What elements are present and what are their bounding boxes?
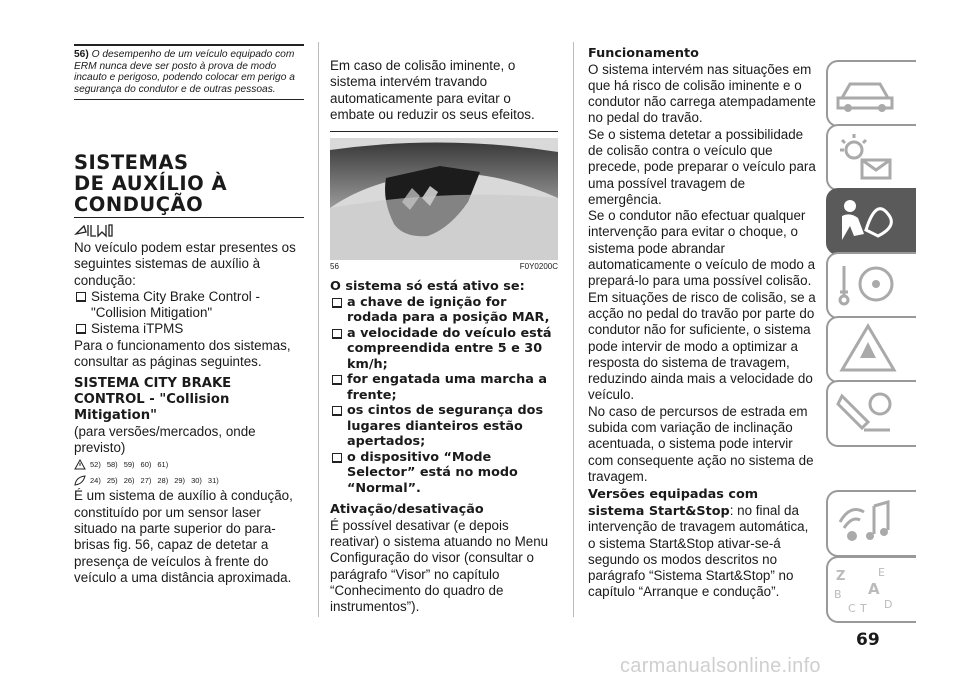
svg-text:B: B: [834, 588, 842, 601]
func-paragraph: Se o condutor não efectuar qualquer intervenção para evitar o choque, o sistema pode abrandar automaticamente o veículo de modo a prepará-lo para uma possível colisão.: [588, 208, 816, 289]
svg-text:D: D: [884, 598, 893, 611]
tab-emergency[interactable]: [826, 316, 916, 383]
condition-item: os cintos de segurança dos lugares dianteiros estão apertados;: [330, 403, 558, 450]
warning-lights-icon: [828, 126, 908, 186]
info-refs: [74, 472, 306, 488]
ref-item: 27): [140, 475, 152, 485]
func-paragraph: Se o sistema detetar a possibilidade de colisão contra o veículo que precede, pode preparar o veículo para uma possível travagem de emergência.: [588, 126, 816, 207]
intro2-text: Para o funcionamento dos sistemas, consultar as páginas seguintes.: [74, 337, 291, 370]
ref-item: 26): [123, 475, 135, 485]
svg-text:A: A: [868, 580, 880, 598]
title-rule: [74, 217, 304, 218]
startstop-body: : no final da intervenção de travagem automática, o sistema Start&Stop ativar-se-á segundo os modos descritos no parágrafo “Sistema Start&Stop” no capítulo “Arranque e condução”.: [588, 502, 809, 600]
func-paragraph: No caso de percursos de estrada em subida com variação de inclinação acentuada, o sistema pode intervir com consequente ação no sistema de travagem.: [588, 403, 814, 484]
column-divider: [318, 42, 319, 617]
svg-text:T: T: [860, 602, 867, 615]
tab-multimedia[interactable]: [826, 490, 916, 557]
ref-item: 24): [90, 475, 101, 485]
ref-item: 58): [106, 459, 118, 469]
func-paragraph: Em situações de risco de colisão, se a acção no pedal do travão por parte do condutor não for suficiente, o sistema pode intervir de modo a optimizar a resposta do sistema de travagem, reduzindo ainda mais a velocidade do veículo.: [588, 289, 816, 403]
section-title-line-1: SISTEMAS: [74, 151, 189, 174]
emergency-triangle-icon: [828, 318, 908, 378]
warning-number: 56): [74, 49, 89, 60]
figure-56-image: [330, 138, 558, 260]
warning-text: O desempenho de um veículo equipado com ERM nunca deve ser posto à prova de modo incauto e perigoso, podendo colocar em perigo a segurança do condutor e de outras pessoas.: [74, 49, 295, 95]
bullet-box-icon: [332, 375, 342, 385]
ref-item: 25): [106, 475, 118, 485]
tab-start-driving[interactable]: [826, 252, 916, 319]
maintenance-icon: [828, 382, 908, 442]
ref-item: 61): [157, 459, 169, 469]
column-3: [588, 46, 818, 601]
tab-warning-lights[interactable]: [826, 124, 916, 191]
system-item: Sistema iTPMS: [74, 321, 306, 337]
tab-safety[interactable]: [826, 188, 916, 255]
svg-text:E: E: [878, 566, 885, 579]
section-title-line-3: CONDUÇÃO: [74, 193, 204, 216]
activation-body: É possível desativar (e depois reativar) o sistema atuando no Menu Configuração do visor (consultar o parágrafo “Visor” no capítulo “Conhecimento do quadro de instrumentos”).: [330, 517, 549, 615]
column-1: [74, 152, 306, 586]
condition-item: o dispositivo “Mode Selector” está no modo “Normal”.: [330, 450, 558, 497]
bullet-box-icon: [332, 406, 342, 416]
cbc-note: (para versões/mercados, onde previsto): [74, 423, 256, 456]
tab-maintenance[interactable]: [826, 380, 916, 447]
ref-item: 31): [207, 475, 219, 485]
warning-box: [74, 44, 304, 100]
activation-title: Ativação/desativação: [330, 502, 484, 518]
figure-number: 56: [330, 262, 339, 272]
multimedia-icon: [828, 492, 908, 552]
section-title-line-2: DE AUXÍLIO À: [74, 172, 228, 195]
condition-item: for engatada uma marcha a frente;: [330, 372, 558, 403]
footer-watermark: carmanualsonline.info: [620, 655, 821, 677]
index-icon: [828, 558, 908, 618]
bullet-box-icon: [76, 292, 86, 302]
svg-text:Z: Z: [836, 569, 846, 584]
ref-item: 28): [157, 475, 169, 485]
bullet-box-icon: [332, 298, 342, 308]
condition-item: a chave de ignição for rodada para a posição MAR,: [330, 295, 558, 326]
ref-item: 60): [140, 459, 152, 469]
warning-refs: [74, 456, 306, 472]
ref-item: 52): [90, 459, 101, 469]
page-number: 69: [856, 630, 880, 650]
ref-item: 59): [123, 459, 135, 469]
startstop-title: Versões equipadas com sistema Start&Stop: [588, 487, 759, 519]
intro-text: No veículo podem estar presentes os seguintes sistemas de auxílio à condução:: [74, 240, 296, 288]
col2-intro: Em caso de colisão iminente, o sistema intervém travando automaticamente para evitar o embate ou reduzir os seus efeitos.: [330, 58, 535, 122]
func-title: Funcionamento: [588, 46, 699, 61]
warning-triangle-icon: [74, 459, 86, 470]
tab-index[interactable]: [826, 556, 916, 623]
cbc-title: SISTEMA CITY BRAKE CONTROL - "Collision Mitigation": [74, 376, 232, 423]
ref-item: 29): [174, 475, 186, 485]
func-paragraph: O sistema intervém nas situações em que há risco de colisão iminente e o condutor não carrega atempadamente no pedal do travão.: [588, 61, 816, 126]
column-divider: [573, 42, 574, 617]
bullet-box-icon: [76, 324, 86, 334]
tab-dashboard[interactable]: [826, 60, 916, 127]
car-dashboard-icon: [828, 62, 908, 122]
active-title: O sistema só está ativo se:: [330, 279, 525, 295]
bullet-box-icon: [332, 453, 342, 463]
figure-rule: [330, 131, 558, 132]
safety-airbag-icon: [828, 190, 908, 250]
steering-key-icon: [828, 254, 908, 314]
svg-text:C: C: [848, 602, 856, 615]
manual-reference-icon: [74, 222, 306, 240]
system-item: Sistema City Brake Control - "Collision Mitigation": [74, 289, 306, 322]
info-leaf-icon: [74, 475, 86, 486]
ref-item: 30): [191, 475, 202, 485]
bullet-box-icon: [332, 329, 342, 339]
cbc-body: É um sistema de auxílio à condução, constituído por um sensor laser situado na parte superior do para-brisas fig. 56, capaz de detetar a presença de veículos à frente do veículo a uma distância aproximada.: [74, 488, 293, 585]
column-2: [330, 58, 558, 615]
figure-code: F0Y0200C: [519, 262, 558, 272]
condition-item: a velocidade do veículo está compreendida entre 5 e 30 km/h;: [330, 326, 558, 373]
